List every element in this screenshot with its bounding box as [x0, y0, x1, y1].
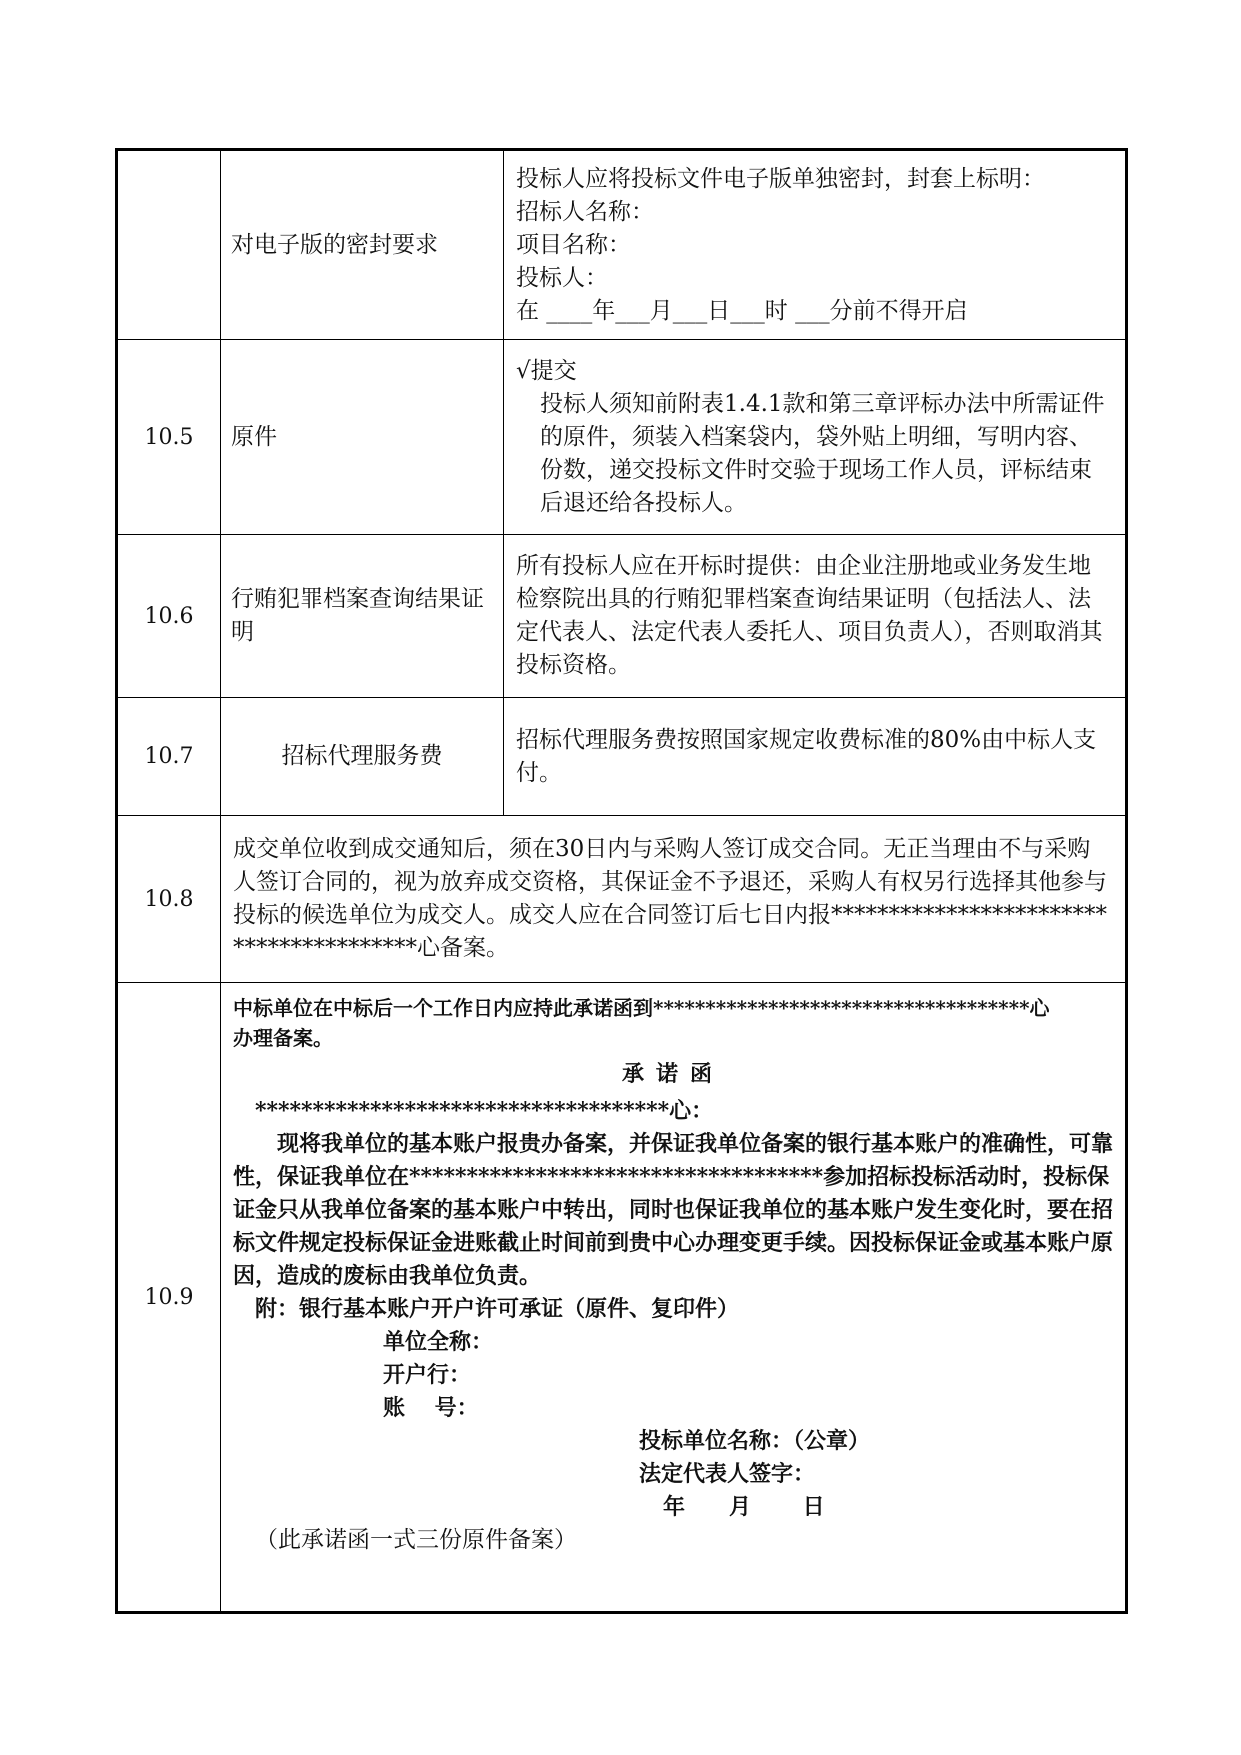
- content-line: 投标人：: [516, 264, 608, 291]
- table-row: [117, 340, 1127, 535]
- content-line: 项目名称：: [516, 231, 631, 258]
- table-row: [117, 535, 1127, 698]
- letter-title: 承诺函: [621, 1061, 724, 1087]
- letter-attachment: 附：银行基本账户开户许可承证（原件、复印件）: [255, 1296, 740, 1322]
- row-number: 10.8: [117, 816, 221, 983]
- field-company-name: 单位全称：: [383, 1329, 494, 1355]
- letter-body: 现将我单位的基本账户报贵办备案，并保证我单位备案的银行基本账户的准确性，可靠性，保证我单位在************************************参加招标投标活动时，投标保证金只从我单位备案的基本账户中转出，同时也保证我单位的基本账户发生变化时，要在招标文件规定投标保证金进账截止时间前到贵中心办理变更手续。因投标保证金或基本账户原因，造成的废标由我单位负责。: [233, 1131, 1114, 1289]
- row-number: 10.6: [117, 535, 221, 698]
- field-bank: 开户行：: [383, 1362, 472, 1388]
- intro-line: 中标单位在中标后一个工作日内应持此承诺函到************************************心: [233, 996, 1050, 1020]
- table-row: [117, 983, 1127, 1613]
- sign-company: 投标单位名称：（公章）: [639, 1428, 871, 1454]
- content-line: 招标人名称：: [516, 198, 654, 225]
- content-paragraph: 投标人须知前附表1.4.1款和第三章评标办法中所需证件的原件，须装入档案袋内，袋外贴上明细，写明内容、份数，递交投标文件时交验于现场工作人员，评标结束后退还给各投标人。: [540, 390, 1105, 516]
- row-content: 成交单位收到成交通知后，须在30日内与采购人签订成交合同。无正当理由不与采购人签订合同的，视为放弃成交资格，其保证金不予退还，采购人有权另行选择其他参与投标的候选单位为成交人。成交人应在合同签订后七日内报****************************************心备案。: [221, 816, 1127, 983]
- table-row: [117, 150, 1127, 340]
- row-number: 10.5: [117, 340, 221, 535]
- letter-addressee: ************************************心：: [255, 1098, 714, 1124]
- row-content: [504, 340, 1127, 535]
- table-row: [117, 816, 1127, 983]
- content-line: 在 ____年___月___日___时 ___分前不得开启: [516, 297, 968, 324]
- row-item: 对电子版的密封要求: [221, 150, 504, 340]
- row-number: 10.9: [117, 983, 221, 1613]
- table-row: [117, 698, 1127, 816]
- row-item: 行贿犯罪档案查询结果证明: [221, 535, 504, 698]
- intro-line: 办理备案。: [233, 1026, 333, 1050]
- row-content: [504, 150, 1127, 340]
- field-account: 账 号：: [383, 1395, 479, 1421]
- row-item: 招标代理服务费: [221, 698, 504, 816]
- row-content: 招标代理服务费按照国家规定收费标准的80%由中标人支付。: [504, 698, 1127, 816]
- row-number: [117, 150, 221, 340]
- row-number: 10.7: [117, 698, 221, 816]
- row-item: 原件: [221, 340, 504, 535]
- letter-note: （此承诺函一式三份原件备案）: [255, 1527, 577, 1553]
- sign-date: 年 月 日: [663, 1494, 825, 1520]
- content-line: 投标人应将投标文件电子版单独密封，封套上标明：: [516, 165, 1045, 192]
- row-content: 所有投标人应在开标时提供：由企业注册地或业务发生地检察院出具的行贿犯罪档案查询结果证明（包括法人、法定代表人、法定代表人委托人、项目负责人），否则取消其投标资格。: [504, 535, 1127, 698]
- requirements-table: [115, 148, 1128, 1614]
- commitment-letter-cell: [221, 983, 1127, 1613]
- content-line: √提交: [516, 357, 577, 384]
- sign-representative: 法定代表人签字：: [639, 1461, 816, 1487]
